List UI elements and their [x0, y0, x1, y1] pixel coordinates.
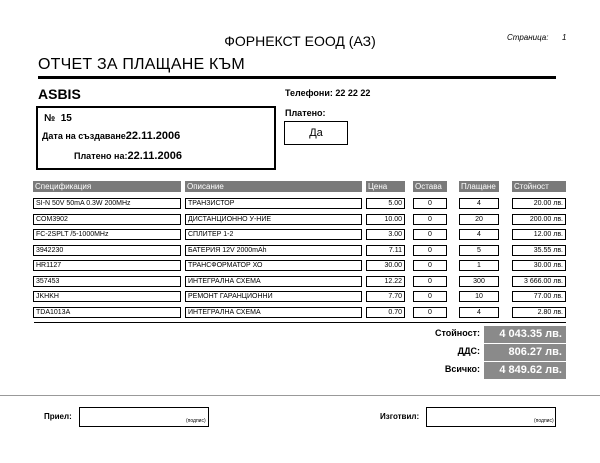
cell-spec: 357453	[33, 276, 181, 287]
total-value: 4 043.35 лв.	[484, 326, 566, 343]
cell-value: 30.00 лв.	[512, 260, 566, 271]
cell-remaining: 0	[413, 245, 447, 256]
cell-spec: JKHKH	[33, 291, 181, 302]
prepared-label: Изготвил:	[380, 412, 420, 421]
client-name: ASBIS	[38, 86, 81, 102]
cell-spec: TDA1013A	[33, 307, 181, 318]
grand-total-label: Всичко:	[444, 364, 480, 374]
cell-spec: HR1127	[33, 260, 181, 271]
phones	[285, 88, 370, 98]
received-signature-hint: (подпис)	[186, 418, 206, 424]
cell-description: ДИСТАНЦИОННО У-НИЕ	[185, 214, 362, 225]
cell-spec: COM3902	[33, 214, 181, 225]
report-title: ОТЧЕТ ЗА ПЛАЩАНЕ КЪМ	[38, 56, 245, 73]
company-name: ФОРНЕКСТ ЕООД (АЗ)	[224, 33, 376, 49]
cell-payment: 4	[459, 198, 499, 209]
cell-spec: SI-N 50V 50mA 0.3W 200MHz	[33, 198, 181, 209]
paid-on-date	[74, 150, 182, 162]
received-label: Приел:	[44, 412, 72, 421]
cell-payment: 1	[459, 260, 499, 271]
cell-remaining: 0	[413, 214, 447, 225]
number-value: 15	[60, 113, 72, 124]
cell-payment: 5	[459, 245, 499, 256]
cell-payment: 10	[459, 291, 499, 302]
paid-on-label: Платено на:	[74, 151, 128, 161]
cell-price: 30.00	[366, 260, 405, 271]
cell-description: БАТЕРИЯ 12V 2000mAh	[185, 245, 362, 256]
cell-price: 10.00	[366, 214, 405, 225]
cell-remaining: 0	[413, 260, 447, 271]
cell-payment: 20	[459, 214, 499, 225]
cell-price: 7.70	[366, 291, 405, 302]
cell-value: 3 666.00 лв.	[512, 276, 566, 287]
paid-on-value: 22.11.2006	[127, 150, 182, 162]
created-label: Дата на създаване	[42, 131, 126, 141]
cell-spec: FC-2SPLT /5-1000MHz	[33, 229, 181, 240]
column-header-price: Цена	[366, 181, 405, 192]
phones-label: Телефони:	[285, 88, 333, 98]
table-bottom-rule	[34, 322, 566, 323]
cell-description: ИНТЕГРАЛНА СХЕМА	[185, 307, 362, 318]
cell-spec: 3942230	[33, 245, 181, 256]
title-underline	[38, 76, 556, 79]
phones-value: 22 22 22	[335, 88, 371, 98]
cell-remaining: 0	[413, 307, 447, 318]
created-value: 22.11.2006	[125, 130, 181, 142]
cell-value: 35.55 лв.	[512, 245, 566, 256]
cell-value: 2.80 лв.	[512, 307, 566, 318]
cell-payment: 4	[459, 307, 499, 318]
cell-price: 0.70	[366, 307, 405, 318]
cell-value: 12.00 лв.	[512, 229, 566, 240]
cell-price: 3.00	[366, 229, 405, 240]
page-label: Страница:	[507, 33, 549, 42]
column-header-spec: Спецификация	[33, 181, 181, 192]
cell-value: 200.00 лв.	[512, 214, 566, 225]
cell-description: РЕМОНТ ГАРАНЦИОННИ	[185, 291, 362, 302]
cell-price: 12.22	[366, 276, 405, 287]
cell-payment: 300	[459, 276, 499, 287]
page-number: 1	[562, 33, 567, 42]
cell-payment: 4	[459, 229, 499, 240]
cell-description: ТРАНСФОРМАТОР ХО	[185, 260, 362, 271]
paid-value: Да	[284, 121, 348, 145]
column-header-description: Описание	[185, 181, 362, 192]
cell-price: 5.00	[366, 198, 405, 209]
prepared-signature-box	[426, 407, 556, 427]
cell-value: 20.00 лв.	[512, 198, 566, 209]
vat-value: 806.27 лв.	[484, 344, 566, 361]
grand-total: 4 849.62 лв.	[484, 362, 566, 379]
cell-price: 7.11	[366, 245, 405, 256]
cell-remaining: 0	[413, 229, 447, 240]
vat-label: ДДС:	[457, 346, 480, 356]
cell-remaining: 0	[413, 198, 447, 209]
column-header-payment: Плащане	[459, 181, 499, 192]
document-number	[44, 113, 72, 124]
prepared-signature-hint: (подпис)	[534, 418, 554, 424]
cell-description: ТРАНЗИСТОР	[185, 198, 362, 209]
cell-description: СПЛИТЕР 1-2	[185, 229, 362, 240]
column-header-value: Стойност	[512, 181, 566, 192]
cell-remaining: 0	[413, 291, 447, 302]
paid-label: Платено:	[285, 108, 326, 118]
received-signature-box	[79, 407, 209, 427]
cell-value: 77.00 лв.	[512, 291, 566, 302]
column-header-remaining: Остава	[413, 181, 447, 192]
created-date	[42, 130, 180, 142]
cell-description: ИНТЕГРАЛНА СХЕМА	[185, 276, 362, 287]
total-value-label: Стойност:	[434, 328, 480, 338]
signature-separator	[0, 395, 600, 396]
number-label: №	[44, 113, 56, 124]
cell-remaining: 0	[413, 276, 447, 287]
